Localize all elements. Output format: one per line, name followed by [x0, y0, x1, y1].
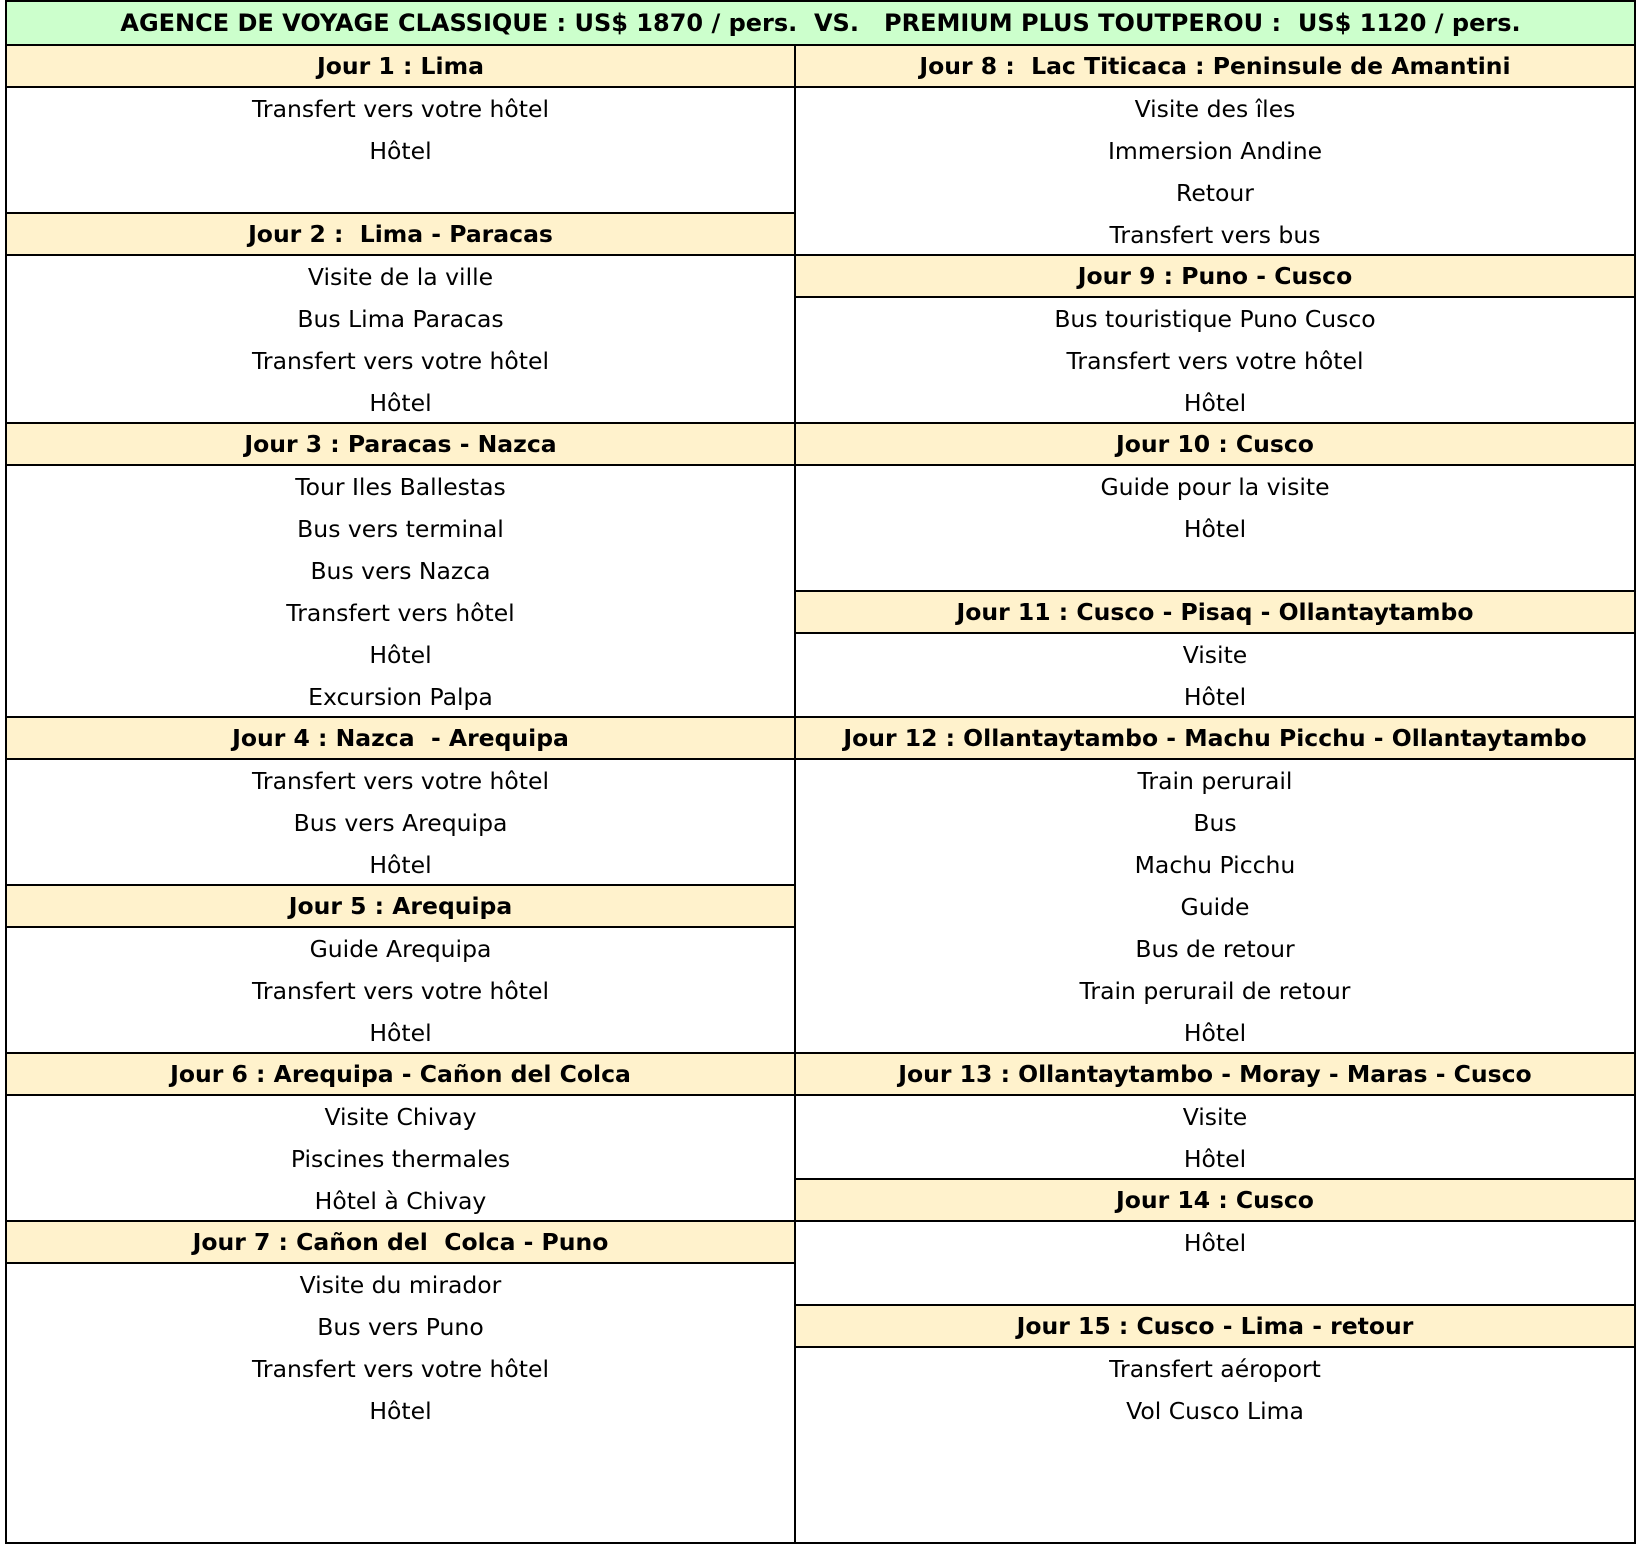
- day-block: [796, 718, 1634, 1054]
- day-title: Jour 6 : Arequipa - Cañon del Colca: [7, 1054, 794, 1096]
- itinerary-item: Hôtel: [369, 1397, 432, 1425]
- itinerary-item: Bus vers Puno: [317, 1313, 484, 1341]
- day-items-list: [796, 298, 1634, 424]
- day-title: Jour 3 : Paracas - Nazca: [7, 424, 794, 466]
- itinerary-item: Retour: [1176, 179, 1254, 207]
- itinerary-item: Bus de retour: [1135, 935, 1295, 963]
- itinerary-item: Bus: [1193, 809, 1237, 837]
- itinerary-item: Transfert vers votre hôtel: [252, 347, 549, 375]
- itinerary-item: Transfert vers bus: [1109, 221, 1321, 249]
- day-block: [7, 1054, 794, 1222]
- day-title: Jour 5 : Arequipa: [7, 886, 794, 928]
- itinerary-item: Immersion Andine: [1107, 137, 1323, 165]
- itinerary-item: Hôtel à Chivay: [314, 1187, 487, 1215]
- itinerary-item: Hôtel: [1183, 1229, 1247, 1257]
- itinerary-item: Visite du mirador: [299, 1271, 502, 1299]
- day-title: Jour 10 : Cusco: [796, 424, 1634, 466]
- day-block: [796, 1180, 1634, 1306]
- itinerary-item: Visite des îles: [1134, 95, 1296, 123]
- day-items-list: [796, 1096, 1634, 1180]
- itinerary-item: Transfert vers votre hôtel: [252, 95, 549, 123]
- day-title: Jour 11 : Cusco - Pisaq - Ollantaytambo: [796, 592, 1634, 634]
- day-title: Jour 2 : Lima - Paracas: [7, 214, 794, 256]
- itinerary-item: Transfert vers votre hôtel: [252, 977, 549, 1005]
- itinerary-item: Train perurail de retour: [1079, 977, 1351, 1005]
- day-items-list: [796, 1348, 1634, 1432]
- day-title: Jour 12 : Ollantaytambo - Machu Picchu - Ollantaytambo: [796, 718, 1634, 760]
- day-block: [796, 1054, 1634, 1180]
- itinerary-item: Train perurail: [1137, 767, 1293, 795]
- itinerary-item: Hôtel: [369, 137, 432, 165]
- itinerary-item: Transfert vers votre hôtel: [252, 767, 549, 795]
- day-items-list: [7, 88, 794, 172]
- itinerary-item: Transfert vers hôtel: [286, 599, 515, 627]
- day-block: [796, 256, 1634, 424]
- itinerary-column-days-8-15: [796, 46, 1634, 1542]
- day-items-list: [796, 1222, 1634, 1264]
- day-items-list: [7, 466, 794, 718]
- day-items-list: [7, 256, 794, 424]
- itinerary-item: Hôtel: [1183, 683, 1247, 711]
- day-block: [7, 718, 794, 886]
- day-items-list: [7, 928, 794, 1054]
- itinerary-item: Vol Cusco Lima: [1126, 1397, 1304, 1425]
- itinerary-item: Hôtel: [1183, 515, 1247, 543]
- itinerary-item: Transfert vers votre hôtel: [252, 1355, 549, 1383]
- day-title: Jour 14 : Cusco: [796, 1180, 1634, 1222]
- day-block: [7, 886, 794, 1054]
- itinerary-item: Hôtel: [369, 641, 432, 669]
- day-title: Jour 13 : Ollantaytambo - Moray - Maras - Cusco: [796, 1054, 1634, 1096]
- day-block: [796, 424, 1634, 592]
- itinerary-item: Visite Chivay: [324, 1103, 477, 1131]
- itinerary-item: Bus vers Nazca: [310, 557, 491, 585]
- day-items-list: [7, 1264, 794, 1432]
- itinerary-item: Hôtel: [369, 851, 432, 879]
- itinerary-item: Bus Lima Paracas: [297, 305, 504, 333]
- itinerary-item: Visite: [1182, 1103, 1248, 1131]
- itinerary-item: Transfert vers votre hôtel: [1066, 347, 1364, 375]
- itinerary-item: Hôtel: [1183, 389, 1247, 417]
- itinerary-item: Hôtel: [369, 389, 432, 417]
- itinerary-item: Visite de la ville: [307, 263, 494, 291]
- itinerary-column-days-1-7: [7, 46, 796, 1542]
- itinerary-item: Guide Arequipa: [309, 935, 492, 963]
- day-title: Jour 9 : Puno - Cusco: [796, 256, 1634, 298]
- itinerary-item: Bus vers terminal: [297, 515, 504, 543]
- price-comparison-banner: AGENCE DE VOYAGE CLASSIQUE : US$ 1870 / pers. VS. PREMIUM PLUS TOUTPEROU : US$ 1120 / pers.: [7, 2, 1634, 46]
- itinerary-item: Bus vers Arequipa: [293, 809, 508, 837]
- day-title: Jour 7 : Cañon del Colca - Puno: [7, 1222, 794, 1264]
- day-title: Jour 15 : Cusco - Lima - retour: [796, 1306, 1634, 1348]
- day-title: Jour 1 : Lima: [7, 46, 794, 88]
- day-block: [796, 1306, 1634, 1432]
- itinerary-item: Hôtel: [1183, 1019, 1247, 1047]
- day-items-list: [796, 88, 1634, 256]
- itinerary-table: [5, 0, 1636, 1544]
- itinerary-item: Hôtel: [369, 1019, 432, 1047]
- day-items-list: [796, 634, 1634, 718]
- day-block: [7, 46, 794, 214]
- itinerary-item: Guide: [1180, 893, 1250, 921]
- day-title: Jour 4 : Nazca - Arequipa: [7, 718, 794, 760]
- itinerary-item: Piscines thermales: [290, 1145, 511, 1173]
- itinerary-item: Excursion Palpa: [308, 683, 493, 711]
- day-block: [7, 424, 794, 718]
- day-items-list: [7, 760, 794, 886]
- day-block: [796, 46, 1634, 256]
- day-items-list: [796, 760, 1634, 1054]
- itinerary-item: Guide pour la visite: [1100, 473, 1330, 501]
- day-items-list: [7, 1096, 794, 1222]
- itinerary-item: Visite: [1182, 641, 1248, 669]
- day-block: [7, 214, 794, 424]
- itinerary-item: Machu Picchu: [1134, 851, 1296, 879]
- itinerary-item: Bus touristique Puno Cusco: [1054, 305, 1376, 333]
- day-items-list: [796, 466, 1634, 550]
- itinerary-item: Tour Iles Ballestas: [295, 473, 506, 501]
- day-block: [796, 592, 1634, 718]
- day-block: [7, 1222, 794, 1432]
- day-title: Jour 8 : Lac Titicaca : Peninsule de Amantini: [796, 46, 1634, 88]
- itinerary-item: Transfert aéroport: [1109, 1355, 1321, 1383]
- itinerary-item: Hôtel: [1183, 1145, 1247, 1173]
